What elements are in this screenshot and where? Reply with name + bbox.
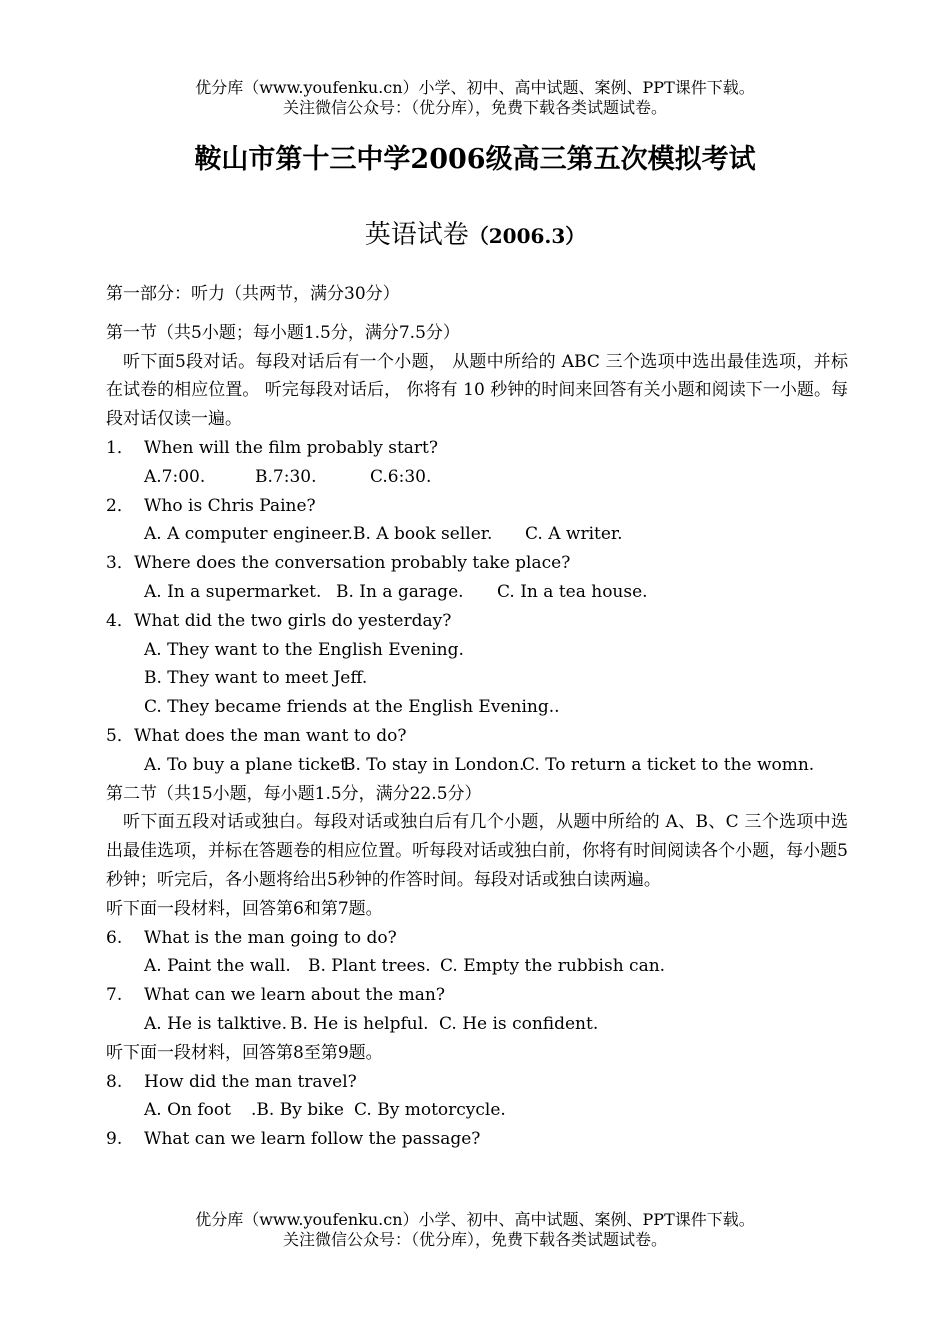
- section2-heading: 第二节（共15小题，每小题1.5分，满分22.5分）: [106, 783, 482, 804]
- question-5: [106, 722, 848, 751]
- option-c: C. A writer.: [525, 524, 623, 545]
- option-b: B. Plant trees.: [308, 956, 431, 977]
- option-a: A. Paint the wall.: [144, 956, 291, 977]
- question-text: Where does the conversation probably take place?: [134, 553, 571, 574]
- banner-line-2: 关注微信公众号：（优分库），免费下载各类试题试卷。: [282, 1230, 667, 1249]
- question-1-options: [106, 463, 848, 492]
- option-a: A. They want to the English Evening.: [144, 639, 464, 660]
- question-8-options: [106, 1096, 848, 1125]
- exam-date: （2006.3）: [468, 224, 586, 248]
- option-b: B. He is helpful.: [290, 1013, 429, 1034]
- section2-instructions: 听下面五段对话或独白。每段对话或独白后有几个小题，从题中所给的 A、B、C 三个选项中选出最佳选项，并标在答题卷的相应位置。听每段对话或独白前，你将有时间阅读各个小题，每小题5秒钟；听完后，各小题将给出5秒钟的作答时间。每段对话或独白读两遍。: [106, 812, 848, 890]
- question-2: [106, 492, 848, 521]
- question-text: How did the man travel?: [144, 1071, 357, 1092]
- option-c: C. Empty the rubbish can.: [440, 956, 666, 977]
- question-number: 6.: [106, 927, 123, 948]
- question-1: [106, 434, 848, 463]
- material-note: 听下面一段材料，回答第8至第9题。: [106, 1042, 383, 1063]
- option-c: C. In a tea house.: [497, 581, 648, 602]
- option-a: A. To buy a plane ticket.: [144, 754, 353, 775]
- exam-title: 鞍山市第十三中学2006级高三第五次模拟考试: [194, 144, 756, 175]
- question-number: 2．: [106, 495, 134, 516]
- banner-line-1: 优分库（www.youfenku.cn）小学、初中、高中试题、案例、PPT课件下载。: [195, 1210, 755, 1229]
- option-c: C. To return a ticket to the womn.: [522, 754, 815, 775]
- option-b: B. To stay in London.: [343, 754, 525, 775]
- option-a: A. On foot: [144, 1100, 231, 1121]
- option-a: A.7:00.: [144, 466, 206, 487]
- question-number: 9.: [106, 1129, 123, 1150]
- question-text: What is the man going to do?: [144, 927, 397, 948]
- option-a: A. A computer engineer.: [144, 524, 353, 545]
- question-3: [106, 549, 848, 578]
- option-c: C. By motorcycle.: [354, 1100, 506, 1121]
- material-note: 听下面一段材料，回答第6和第7题。: [106, 898, 383, 919]
- part1-heading: 第一部分：听力（共两节，满分30分）: [106, 284, 400, 304]
- option-a: A. He is talktive.: [144, 1013, 287, 1034]
- question-number: 1．: [106, 437, 134, 458]
- question-9: [106, 1125, 848, 1154]
- question-7: [106, 981, 848, 1010]
- question-5-options: [106, 751, 848, 780]
- option-b: B. In a garage.: [336, 581, 464, 602]
- question-6: [106, 924, 848, 953]
- option-c: C. He is confident.: [439, 1013, 599, 1034]
- question-text: What can we learn about the man?: [144, 985, 445, 1006]
- section1-instructions: 听下面5段对话。每段对话后有一个小题， 从题中所给的 ABC 三个选项中选出最佳选项，并标在试卷的相应位置。 听完每段对话后， 你将有 10 秒钟的时间来回答有关小题和阅读下一小题。每段对话仅读一遍。: [106, 351, 848, 430]
- question-number: 3．: [106, 553, 134, 574]
- question-number: 7.: [106, 985, 123, 1006]
- option-a: A. In a supermarket.: [144, 581, 322, 602]
- option-b: B. A book seller.: [353, 524, 493, 545]
- banner-line-2: 关注微信公众号：（优分库），免费下载各类试题试卷。: [282, 98, 667, 117]
- exam-content: [106, 280, 848, 1154]
- question-text: What can we learn follow the passage?: [144, 1129, 481, 1150]
- question-number: 5．: [106, 725, 134, 746]
- question-number: 8.: [106, 1071, 123, 1092]
- option-c: C. They became friends at the English Evening..: [144, 697, 560, 718]
- question-text: What does the man want to do?: [134, 725, 407, 746]
- question-6-options: [106, 952, 848, 981]
- question-number: 4．: [106, 610, 134, 631]
- option-b: .B. By bike: [251, 1100, 344, 1121]
- subject-title: 英语试卷: [364, 220, 469, 250]
- question-3-options: [106, 578, 848, 607]
- question-text: What did the two girls do yesterday?: [134, 610, 452, 631]
- option-b: B. They want to meet Jeff.: [144, 668, 368, 689]
- footer-banner: [0, 1210, 950, 1250]
- header-banner: [0, 78, 950, 118]
- option-c: C.6:30.: [370, 466, 432, 487]
- banner-line-1: 优分库（www.youfenku.cn）小学、初中、高中试题、案例、PPT课件下载。: [195, 78, 755, 97]
- question-7-options: [106, 1010, 848, 1039]
- section1-heading: 第一节（共5小题；每小题1.5分，满分7.5分）: [106, 322, 460, 343]
- question-8: [106, 1068, 848, 1097]
- question-4: [106, 607, 848, 636]
- question-2-options: [106, 520, 848, 549]
- question-text: When will the film probably start?: [144, 437, 438, 458]
- exam-subtitle: [0, 215, 950, 256]
- option-b: B.7:30.: [255, 466, 317, 487]
- question-text: Who is Chris Paine?: [144, 495, 316, 516]
